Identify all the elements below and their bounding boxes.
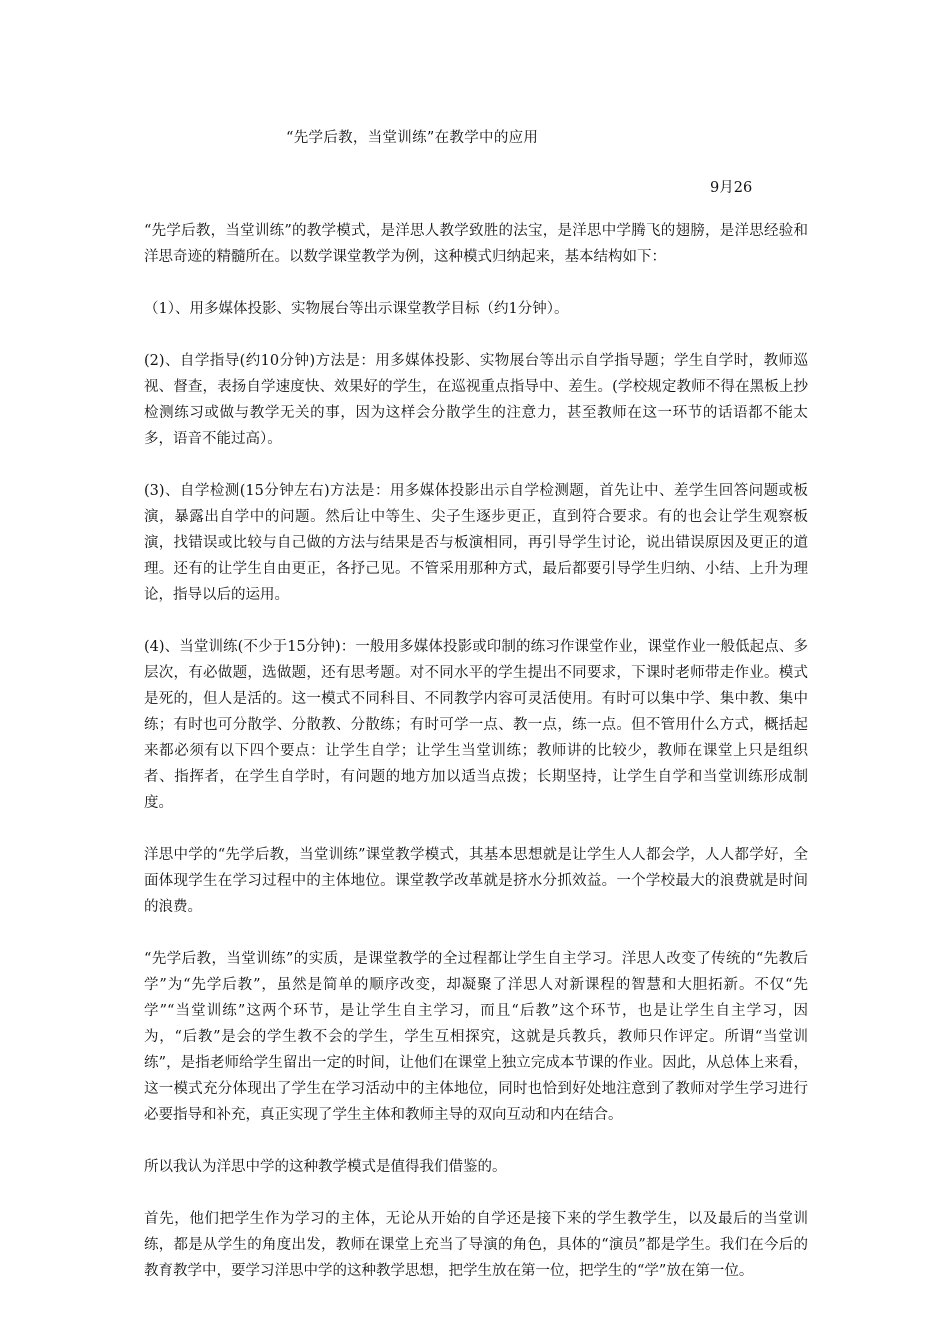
paragraph-step-2: (2)、自学指导(约10分钟)方法是：用多媒体投影、实物展台等出示自学指导题；学生自学时，教师巡视、督查，表扬自学速度快、效果好的学生，在巡视重点指导中、差生。(学校规定教师不得在黑板上抄检测练习或做与教学无关的事，因为这样会分散学生的注意力，甚至教师在这一环节的话语都不能太多，语音不能过高）。 <box>144 353 808 447</box>
document-body <box>144 218 808 1310</box>
paragraph-step-1: （1）、用多媒体投影、实物展台等出示课堂教学目标（约1分钟）。 <box>144 301 569 317</box>
paragraph-essence: “先学后教，当堂训练”的实质，是课堂教学的全过程都让学生自主学习。洋思人改变了传统的“先教后学”为“先学后教”，虽然是简单的顺序改变，却凝聚了洋思人对新课程的智慧和大胆拓新。不仅“先学”“当堂训练”这两个环节，是让学生自主学习，而且“后教”这个环节，也是让学生自主学习，因为，“后教”是会的学生教不会的学生，学生互相探究，这就是兵教兵，教师只作评定。所谓“当堂训练”，是指老师给学生留出一定的时间，让他们在课堂上独立完成本节课的作业。因此，从总体上来看，这一模式充分体现出了学生在学习活动中的主体地位，同时也恰到好处地注意到了教师对学生学习进行必要指导和补充，真正实现了学生主体和教师主导的双向互动和内在结合。 <box>144 951 808 1123</box>
paragraph-step-3: (3)、自学检测(15分钟左右)方法是：用多媒体投影出示自学检测题，首先让中、差学生回答问题或板演，暴露出自学中的问题。然后让中等生、尖子生逐步更正，直到符合要求。有的也会让学生观察板演，找错误或比较与自己做的方法与结果是否与板演相同，再引导学生讨论，说出错误原因及更正的道理。还有的让学生自由更正，各抒己见。不管采用那种方式，最后都要引导学生归纳、小结、上升为理论，指导以后的运用。 <box>144 483 808 603</box>
paragraph-basic-idea: 洋思中学的“先学后教，当堂训练”课堂教学模式，其基本思想就是让学生人人都会学，人人都学好，全面体现学生在学习过程中的主体地位。课堂教学改革就是挤水分抓效益。一个学校最大的浪费就是时间的浪费。 <box>144 847 808 915</box>
document-date: 9月26 <box>710 180 753 196</box>
paragraph-step-4: (4)、当堂训练(不少于15分钟)：一般用多媒体投影或印制的练习作课堂作业，课堂作业一般低起点、多层次，有必做题，选做题，还有思考题。对不同水平的学生提出不同要求，下课时老师带走作业。模式是死的，但人是活的。这一模式不同科目、不同教学内容可灵活使用。有时可以集中学、集中教、集中练；有时也可分散学、分散教、分散练；有时可学一点、教一点，练一点。但不管用什么方式，概括起来都必须有以下四个要点：让学生自学；让学生当堂训练；教师讲的比较少，教师在课堂上只是组织者、指挥者，在学生自学时，有问题的地方加以适当点拨；长期坚持，让学生自学和当堂训练形成制度。 <box>144 639 808 811</box>
paragraph-intro: “先学后教，当堂训练”的教学模式，是洋思人教学致胜的法宝，是洋思中学腾飞的翅膀，是洋思经验和洋思奇迹的精髓所在。以数学课堂教学为例，这种模式归纳起来，基本结构如下： <box>144 223 808 265</box>
paragraph-conclusion: 所以我认为洋思中学的这种教学模式是值得我们借鉴的。 <box>144 1159 507 1175</box>
document-title: “先学后教，当堂训练”在教学中的应用 <box>286 130 539 146</box>
paragraph-first-point: 首先，他们把学生作为学习的主体，无论从开始的自学还是接下来的学生教学生，以及最后的当堂训练，都是从学生的角度出发，教师在课堂上充当了导演的角色，具体的“演员”都是学生。我们在今后的教育教学中，要学习洋思中学的这种教学思想，把学生放在第一位，把学生的“学”放在第一位。 <box>144 1211 808 1279</box>
